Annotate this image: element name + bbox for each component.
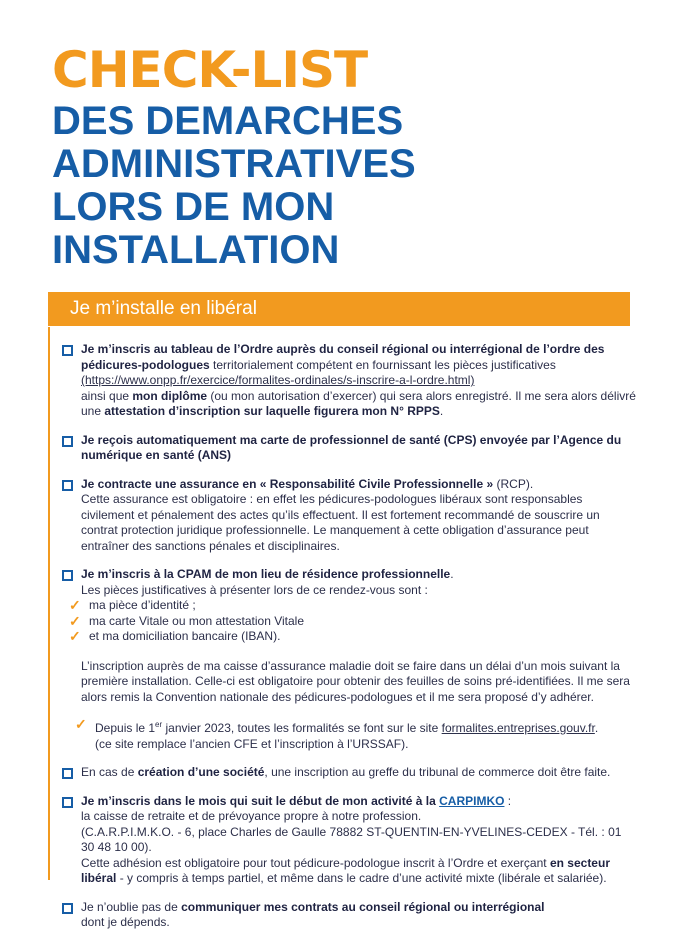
list-item: [69, 598, 638, 614]
checkbox[interactable]: [62, 436, 73, 447]
title-line: INSTALLATION: [52, 228, 340, 272]
item-body: , une inscription au greffe du tribunal de commerce doit être faite.: [264, 765, 611, 779]
checkmark-icon: ✓: [75, 716, 87, 732]
item-text: [81, 433, 638, 464]
carpimko-link[interactable]: CARPIMKO: [439, 793, 505, 808]
item-text: [81, 794, 638, 887]
title-line: DES DEMARCHES: [52, 99, 404, 143]
item-lead: Je reçois automatiquement ma carte de professionnel de santé (CPS) envoyée par l’Agence du numérique en santé (ANS): [81, 432, 622, 462]
note-superscript: er: [155, 720, 163, 729]
item-body: :: [504, 793, 512, 808]
checklist-item-carpimko: [62, 794, 638, 887]
checkmark-icon: ✓: [69, 597, 81, 613]
note-text: (ce site remplace l’ancien CFE et l’inscription à l’URSSAF).: [95, 736, 409, 751]
checkbox[interactable]: [62, 480, 73, 491]
item-body: (RCP).: [493, 476, 534, 491]
item-body: ainsi que: [81, 388, 133, 403]
item-body: En cas de: [81, 765, 138, 779]
info-note: [75, 717, 638, 752]
item-text: [81, 477, 638, 555]
item-lead: Je contracte une assurance en « Responsabilité Civile Professionnelle »: [81, 476, 494, 491]
section-divider-line: [48, 327, 50, 880]
item-emphasis: attestation d’inscription sur laquelle figurera mon N° RPPS: [104, 404, 440, 418]
item-paragraph: L’inscription auprès de ma caisse d’assurance maladie doit se faire dans un délai d’un mois suivant la première installation. Celle-ci est obligatoire pour obtenir des feuilles de soins pré-identifiées. Il me sera alors remis la Convention nationale des pédicures-podologues et il me sera proposé d’y adhérer.: [81, 658, 630, 704]
item-body: Cette adhésion est obligatoire pour tout pédicure-podologue inscrit à l’Ordre et exerçant: [81, 855, 550, 870]
list-item-text: et ma domiciliation bancaire (IBAN).: [89, 629, 281, 643]
title-line: ADMINISTRATIVES: [52, 142, 416, 186]
item-body: Les pièces justificatives à présenter lors de ce rendez-vous sont :: [81, 582, 428, 597]
item-body: (C.A.R.P.I.M.K.O. - 6, place Charles de Gaulle 78882 ST-QUENTIN-EN-YVELINES-CEDEX - Tél. : 01 30 48 10 00).: [81, 824, 622, 854]
note-text: janvier 2023, toutes les formalités se font sur le site: [162, 721, 442, 735]
item-body: Cette assurance est obligatoire : en effet les pédicures-podologues libéraux sont responsables civilement et pénalement des actes qu’ils effectuent. Il est fortement recommandé de souscrire un contrat protection juridique professionnelle. Le manquement à cette obligation d’assurance peut entraîner des sanctions pénales et disciplinaires.: [81, 492, 600, 553]
title-subtitle: [52, 100, 416, 272]
checklist-item-cps: [62, 433, 638, 464]
section-banner: Je m’installe en libéral: [48, 292, 630, 326]
item-emphasis: en secteur libéral: [81, 855, 610, 885]
item-emphasis: communiquer mes contrats au conseil régional ou interrégional: [181, 899, 545, 914]
checklist-item-contrats: [62, 900, 638, 931]
note-text: Depuis le 1: [95, 721, 156, 735]
checkbox[interactable]: [62, 797, 73, 808]
checkmark-icon: ✓: [69, 628, 81, 644]
item-body: (ou mon autorisation d’exercer) qui sera alors enregistré. Il me sera alors délivré une: [81, 388, 636, 418]
list-item: [69, 614, 638, 630]
item-text: [81, 567, 638, 598]
item-text: [81, 765, 638, 781]
item-emphasis: création d’une société: [137, 765, 265, 779]
item-body: .: [439, 404, 444, 418]
item-lead: Je m’inscris à la CPAM de mon lieu de résidence professionnelle: [81, 567, 451, 581]
checklist-item-cpam: [62, 567, 638, 752]
item-emphasis: mon diplôme: [132, 388, 208, 403]
title-line: LORS DE MON: [52, 185, 335, 229]
item-text: [81, 342, 638, 420]
formalites-link[interactable]: formalites.entreprises.gouv.fr: [441, 721, 595, 735]
title-checklist: CHECK-LIST: [52, 41, 368, 99]
checklist: [62, 342, 638, 944]
item-body: .: [450, 567, 454, 581]
list-item: [69, 629, 638, 645]
checkbox[interactable]: [62, 903, 73, 914]
checkbox[interactable]: [62, 570, 73, 581]
documents-list: [69, 598, 638, 645]
item-lead: Je m’inscris au tableau de l’Ordre auprès du conseil régional ou interrégional de l’ordre des pédicures-podologues: [81, 342, 605, 372]
item-lead: Je m’inscris dans le mois qui suit le début de mon activité à la: [81, 793, 440, 808]
item-text: [81, 900, 638, 931]
note-text: .: [594, 721, 599, 735]
checkbox[interactable]: [62, 768, 73, 779]
checklist-item-societe: [62, 765, 638, 781]
item-body: territorialement compétent en fournissant les pièces justificatives: [209, 357, 556, 372]
checklist-item-rcp: [62, 477, 638, 555]
item-body: dont je dépends.: [81, 915, 170, 929]
item-body: la caisse de retraite et de prévoyance propre à notre profession.: [81, 809, 422, 823]
list-item-text: ma pièce d’identité ;: [89, 598, 196, 612]
onpp-link[interactable]: (https://www.onpp.fr/exercice/formalites-ordinales/s-inscrire-a-l-ordre.html): [81, 373, 475, 387]
checkmark-icon: ✓: [69, 612, 81, 629]
checkbox[interactable]: [62, 345, 73, 356]
item-body: Je n’oublie pas de: [81, 899, 182, 914]
item-body: - y compris à temps partiel, et même dans le cadre d’une activité mixte (libérale et salariée).: [116, 871, 607, 885]
checklist-item-ordre: [62, 342, 638, 420]
list-item-text: ma carte Vitale ou mon attestation Vitale: [89, 613, 305, 628]
